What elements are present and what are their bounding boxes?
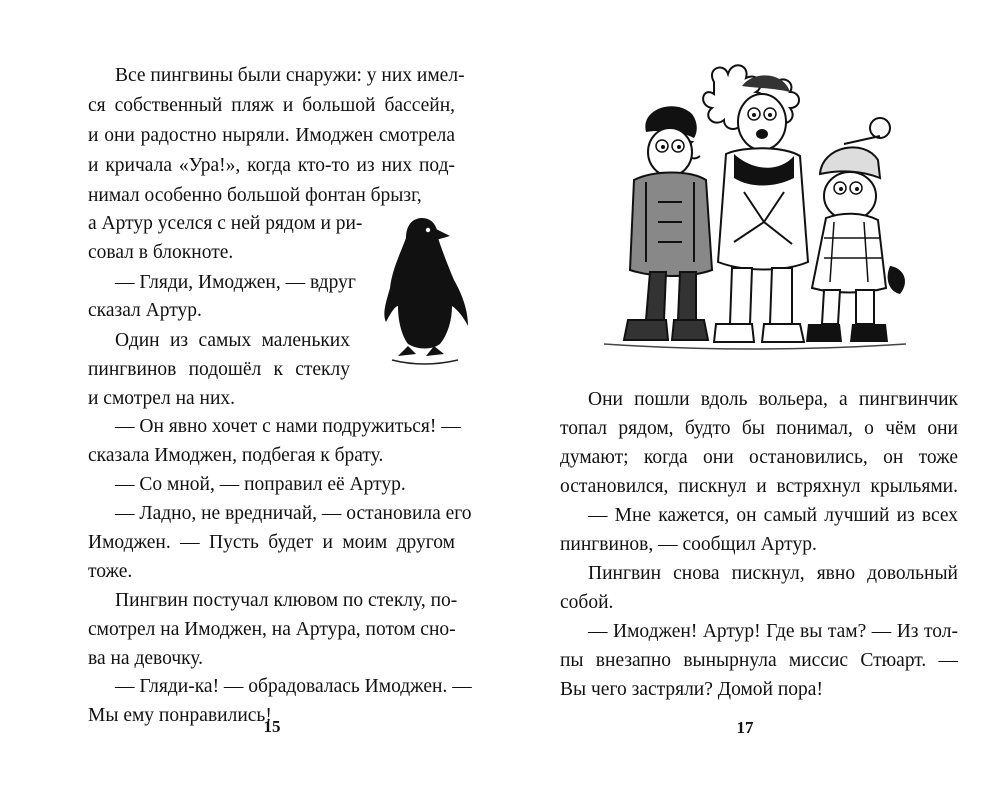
text-line: смотрел на Имоджен, на Артура, потом сно- <box>88 619 456 640</box>
penguin-illustration <box>378 210 470 368</box>
right-page <box>500 0 1000 786</box>
text-line: пы внезапно вынырнула миссис Стюарт. — <box>560 650 958 671</box>
page-number: 15 <box>263 717 281 736</box>
text-line: тоже. <box>88 561 133 582</box>
text-line: и смотрел на них. <box>88 388 236 409</box>
text-line: Пингвин снова пискнул, явно довольный <box>588 563 958 584</box>
text-line: собой. <box>560 592 614 613</box>
text-line: топал рядом, будто бы понимал, о чём они <box>560 418 958 439</box>
page-number: 17 <box>736 718 754 737</box>
text-line: нимал особенно большой фонтан брызг, <box>88 185 422 206</box>
text-line: — Он явно хочет с нами подружиться! — <box>115 416 461 437</box>
text-line: ва на девочку. <box>88 648 204 669</box>
text-line: сказал Артур. <box>88 300 202 321</box>
text-line: Имоджен. — Пусть будет и моим другом <box>88 532 455 553</box>
text-line: — Имоджен! Артур! Где вы там? — Из тол- <box>588 621 958 642</box>
text-line: и они радостно ныряли. Имоджен смотрела <box>88 125 455 146</box>
text-line: думают; когда они остановились, он тоже <box>560 447 958 468</box>
text-line: Один из самых маленьких <box>115 330 350 351</box>
text-line: совал в блокноте. <box>88 242 234 263</box>
text-line: пингвинов подошёл к стеклу <box>88 359 350 380</box>
text-line: Мы ему понравились! <box>88 705 272 726</box>
text-line: — Со мной, — поправил её Артур. <box>115 474 406 495</box>
text-line: — Гляди, Имоджен, — вдруг <box>115 272 356 293</box>
text-line: Вы чего застряли? Домой пора! <box>560 679 823 700</box>
text-line: пингвинов, — сообщил Артур. <box>560 534 817 555</box>
text-line: и кричала «Ура!», когда кто-то из них под- <box>88 155 455 176</box>
text-line: остановился, пискнул и встряхнул крыльями. <box>560 476 958 497</box>
children-illustration <box>594 62 916 352</box>
text-line: Все пингвины были снаружи: у них имел- <box>115 65 465 86</box>
text-line: а Артур уселся с ней рядом и ри- <box>88 213 363 234</box>
text-line: — Ладно, не вредничай, — остановила его <box>115 503 472 524</box>
text-line: Пингвин постучал клювом по стеклу, по- <box>115 590 458 611</box>
text-line: Они пошли вдоль вольера, а пингвинчик <box>588 389 958 410</box>
text-line: — Гляди-ка! — обрадовалась Имоджен. — <box>115 676 472 697</box>
text-line: сказала Имоджен, подбегая к брату. <box>88 445 384 466</box>
text-line: — Мне кажется, он самый лучший из всех <box>588 505 958 526</box>
text-line: ся собственный пляж и большой бассейн, <box>88 95 455 116</box>
